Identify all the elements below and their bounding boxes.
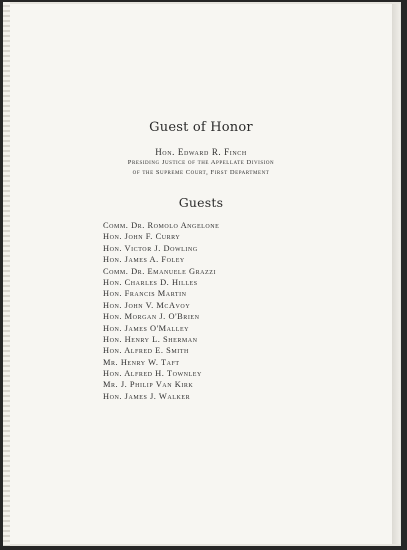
guest-list-item: Mr. Henry W. Taft [103, 357, 180, 367]
guest-list-item: Mr. J. Philip Van Kirk [103, 380, 194, 390]
guest-list-item: Comm. Dr. Emanuele Grazzi [103, 266, 217, 276]
guest-list-item: Hon. James O'Malley [103, 323, 190, 333]
document-page [10, 4, 392, 544]
guest-list-item: Hon. John F. Curry [103, 232, 181, 242]
page-right-edge [392, 4, 400, 544]
guest-of-honor-name: Hon. Edward R. Finch [155, 147, 247, 157]
guest-list-item: Hon. Alfred E. Smith [103, 346, 189, 356]
guest-list-item: Hon. Victor J. Dowling [103, 243, 198, 253]
guest-list [103, 220, 219, 402]
guest-list-item: Hon. John V. McAvoy [103, 300, 191, 310]
guest-list-item: Hon. Francis Martin [103, 289, 187, 299]
guest-of-honor-title-line-2: of the Supreme Court, First Department [132, 169, 270, 176]
guest-list-item: Hon. Morgan J. O'Brien [103, 312, 200, 322]
binding-edge [3, 2, 10, 546]
guest-list-item: Hon. James A. Foley [103, 255, 185, 265]
guest-list-item: Hon. Alfred H. Townley [103, 369, 202, 379]
guest-list-item: Comm. Dr. Romolo Angelone [103, 221, 220, 230]
guests-heading: Guests [178, 195, 224, 210]
guest-list-item: Hon. Henry L. Sherman [103, 334, 198, 344]
guest-list-item: Hon. James J. Walker [103, 391, 191, 401]
guest-list-item: Hon. Charles D. Hilles [103, 277, 198, 287]
guest-of-honor-heading: Guest of Honor [149, 120, 253, 135]
guest-of-honor-title-line-1: Presiding Justice of the Appellate Division [127, 159, 275, 166]
